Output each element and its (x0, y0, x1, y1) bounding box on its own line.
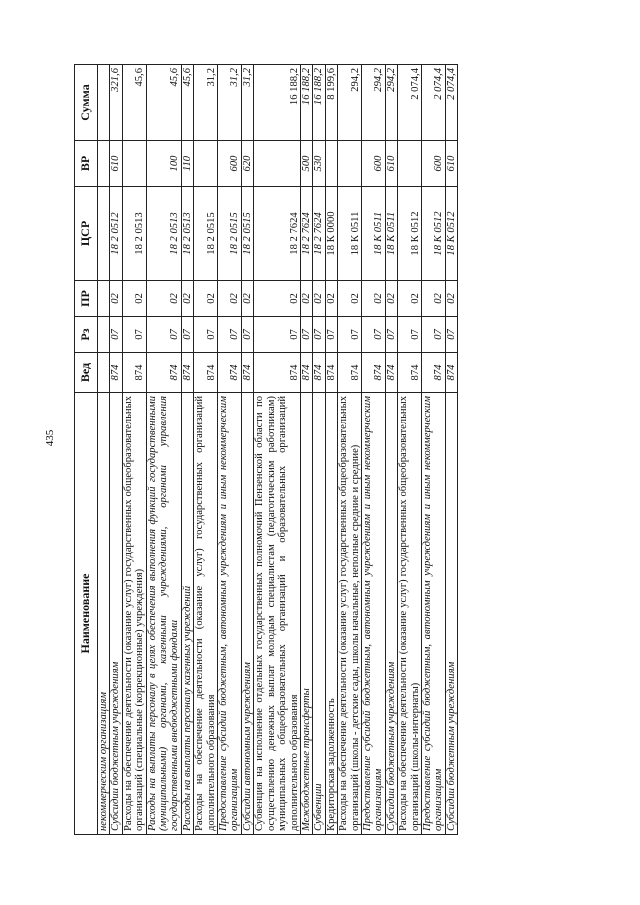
cell-csr (98, 187, 110, 281)
cell-vr: 610 (385, 141, 397, 187)
header-csr: ЦСР (75, 187, 98, 281)
cell-rz: 07 (361, 317, 385, 353)
cell-vr: 110 (181, 141, 193, 187)
cell-sum: 321,6 (110, 65, 122, 141)
cell-ved: 874 (445, 353, 457, 393)
cell-sum: 2 074,4 (398, 65, 422, 141)
cell-csr: 18 2 7624 (313, 187, 325, 281)
cell-sum: 45,6 (146, 65, 181, 141)
cell-csr: 18 К 0511 (361, 187, 385, 281)
cell-name: Субвенции (313, 393, 325, 835)
header-pr: ПР (75, 281, 98, 317)
cell-vr (254, 141, 301, 187)
table-row (445, 65, 457, 835)
header-vr: ВР (75, 141, 98, 187)
cell-pr: 02 (385, 281, 397, 317)
cell-csr: 18 К 0512 (398, 187, 422, 281)
cell-csr: 18 К 0512 (445, 187, 457, 281)
cell-vr (398, 141, 422, 187)
cell-csr: 18 К 0511 (338, 187, 362, 281)
cell-pr: 02 (218, 281, 242, 317)
cell-name: Расходы на обеспечение деятельности (оказание услуг) государственных общеобразовательных организаций (специальные (коррекционные) учреждения) (122, 393, 146, 835)
cell-rz: 07 (194, 317, 218, 353)
cell-rz: 07 (385, 317, 397, 353)
cell-pr: 02 (194, 281, 218, 317)
cell-ved: 874 (122, 353, 146, 393)
cell-csr: 18 2 0513 (122, 187, 146, 281)
cell-sum: 294,2 (361, 65, 385, 141)
table-row (218, 65, 242, 835)
cell-vr (122, 141, 146, 187)
cell-ved: 874 (194, 353, 218, 393)
table-body (98, 65, 458, 835)
cell-name: Кредиторская задолженность (325, 393, 337, 835)
cell-rz: 07 (338, 317, 362, 353)
cell-pr: 02 (421, 281, 445, 317)
table-row (325, 65, 337, 835)
cell-sum: 2 074,4 (445, 65, 457, 141)
cell-ved: 874 (385, 353, 397, 393)
cell-ved: 874 (218, 353, 242, 393)
cell-ved: 874 (146, 353, 181, 393)
cell-vr: 610 (445, 141, 457, 187)
table-row (421, 65, 445, 835)
cell-pr: 02 (445, 281, 457, 317)
cell-ved: 874 (300, 353, 312, 393)
cell-rz: 07 (146, 317, 181, 353)
cell-sum: 294,2 (385, 65, 397, 141)
cell-pr: 02 (313, 281, 325, 317)
cell-ved: 874 (241, 353, 253, 393)
cell-pr: 02 (241, 281, 253, 317)
header-name: Наименование (75, 393, 98, 835)
table-row (98, 65, 110, 835)
cell-rz (98, 317, 110, 353)
cell-csr: 18 2 7624 (254, 187, 301, 281)
page-number: 435 (44, 429, 56, 447)
cell-sum: 45,6 (122, 65, 146, 141)
cell-vr: 530 (313, 141, 325, 187)
cell-name: Субвенция на исполнение отдельных государственных полномочий Пензенской области по осуществлению денежных выплат молодым специалистам (педагогическим работникам) муниципальных общеобразовательных организаций и образовательных организаций дополнительного образования (254, 393, 301, 835)
header-rz: Рз (75, 317, 98, 353)
cell-rz: 07 (398, 317, 422, 353)
cell-vr (98, 141, 110, 187)
cell-sum: 16 188,2 (313, 65, 325, 141)
cell-sum: 31,2 (194, 65, 218, 141)
table-row (110, 65, 122, 835)
cell-vr: 500 (300, 141, 312, 187)
cell-pr: 02 (338, 281, 362, 317)
cell-sum: 16 188,2 (254, 65, 301, 141)
budget-table (74, 64, 458, 835)
table-row (300, 65, 312, 835)
cell-csr: 18 2 0513 (146, 187, 181, 281)
table-row (241, 65, 253, 835)
cell-pr: 02 (361, 281, 385, 317)
cell-pr: 02 (398, 281, 422, 317)
cell-vr: 600 (218, 141, 242, 187)
cell-csr: 18 К 0511 (385, 187, 397, 281)
header-ved: Вед (75, 353, 98, 393)
cell-name: Предоставление субсидий бюджетным, автономным учреждениям и иным некоммерческим организациям (218, 393, 242, 835)
cell-sum: 45,6 (181, 65, 193, 141)
cell-csr: 18 2 0515 (241, 187, 253, 281)
cell-name: Межбюджетные трансферты (300, 393, 312, 835)
cell-ved: 874 (181, 353, 193, 393)
cell-ved: 874 (110, 353, 122, 393)
table-row (385, 65, 397, 835)
cell-rz: 07 (218, 317, 242, 353)
cell-pr: 02 (254, 281, 301, 317)
table-row (398, 65, 422, 835)
cell-ved: 874 (361, 353, 385, 393)
cell-ved: 874 (398, 353, 422, 393)
cell-name: Расходы на обеспечение деятельности (оказание услуг) государственных общеобразовательных организаций (школы-интернаты) (398, 393, 422, 835)
cell-sum: 31,2 (218, 65, 242, 141)
cell-ved: 874 (325, 353, 337, 393)
cell-pr: 02 (181, 281, 193, 317)
cell-rz: 07 (300, 317, 312, 353)
cell-rz: 07 (421, 317, 445, 353)
cell-vr: 620 (241, 141, 253, 187)
cell-name: Расходы на обеспечение деятельности (оказание услуг) государственных общеобразовательных организаций (школы - детские сады, школы начальные, неполные средние и средние) (338, 393, 362, 835)
table-row (181, 65, 193, 835)
cell-sum: 2 074,4 (421, 65, 445, 141)
cell-pr: 02 (110, 281, 122, 317)
cell-vr: 100 (146, 141, 181, 187)
cell-vr (325, 141, 337, 187)
cell-csr: 18 2 7624 (300, 187, 312, 281)
table-row (254, 65, 301, 835)
table-header-row (75, 65, 98, 835)
cell-pr: 02 (122, 281, 146, 317)
cell-csr: 18 2 0515 (218, 187, 242, 281)
cell-ved (98, 353, 110, 393)
cell-pr (98, 281, 110, 317)
cell-sum: 8 199,6 (325, 65, 337, 141)
cell-ved: 874 (421, 353, 445, 393)
cell-csr: 18 К 0512 (421, 187, 445, 281)
cell-sum: 16 188,2 (300, 65, 312, 141)
cell-name: Предоставление субсидий бюджетным, автономным учреждениям и иным некоммерческим организациям (421, 393, 445, 835)
cell-vr: 600 (361, 141, 385, 187)
cell-pr: 02 (146, 281, 181, 317)
cell-vr: 610 (110, 141, 122, 187)
cell-rz: 07 (122, 317, 146, 353)
cell-name: Предоставление субсидий бюджетным, автономным учреждениям и иным некоммерческим организациям (361, 393, 385, 835)
cell-csr: 18 2 0515 (194, 187, 218, 281)
table-row (338, 65, 362, 835)
cell-name: Расходы на выплаты персоналу в целях обеспечения выполнения функций государственными (муниципальными) органами, казенными учреждениями, органами управления государственными внебюджетными фондами (146, 393, 181, 835)
cell-ved: 874 (254, 353, 301, 393)
cell-name: Расходы на обеспечение деятельности (оказание услуг) государственных организаций дополнительного образования (194, 393, 218, 835)
cell-rz: 07 (254, 317, 301, 353)
cell-vr: 600 (421, 141, 445, 187)
cell-csr: 18 2 0512 (110, 187, 122, 281)
cell-rz: 07 (181, 317, 193, 353)
cell-rz: 07 (325, 317, 337, 353)
table-row (313, 65, 325, 835)
cell-csr: 18 К 0000 (325, 187, 337, 281)
cell-name: некоммерческим организациям (98, 393, 110, 835)
cell-pr: 02 (325, 281, 337, 317)
header-sum: Сумма (75, 65, 98, 141)
cell-name: Субсидии бюджетным учреждениям (445, 393, 457, 835)
cell-sum (98, 65, 110, 141)
cell-rz: 07 (241, 317, 253, 353)
cell-csr: 18 2 0513 (181, 187, 193, 281)
cell-name: Субсидии бюджетным учреждениям (110, 393, 122, 835)
cell-ved: 874 (338, 353, 362, 393)
cell-vr (194, 141, 218, 187)
cell-pr: 02 (300, 281, 312, 317)
table-row (194, 65, 218, 835)
cell-rz: 07 (313, 317, 325, 353)
cell-sum: 294,2 (338, 65, 362, 141)
cell-vr (338, 141, 362, 187)
table-row (122, 65, 146, 835)
cell-rz: 07 (110, 317, 122, 353)
cell-rz: 07 (445, 317, 457, 353)
cell-sum: 31,2 (241, 65, 253, 141)
cell-name: Расходы на выплаты персоналу казенных учреждений (181, 393, 193, 835)
rotated-page-content (74, 65, 609, 835)
cell-name: Субсидии автономным учреждениям (241, 393, 253, 835)
cell-name: Субсидии бюджетным учреждениям (385, 393, 397, 835)
table-row (146, 65, 181, 835)
table-row (361, 65, 385, 835)
cell-ved: 874 (313, 353, 325, 393)
